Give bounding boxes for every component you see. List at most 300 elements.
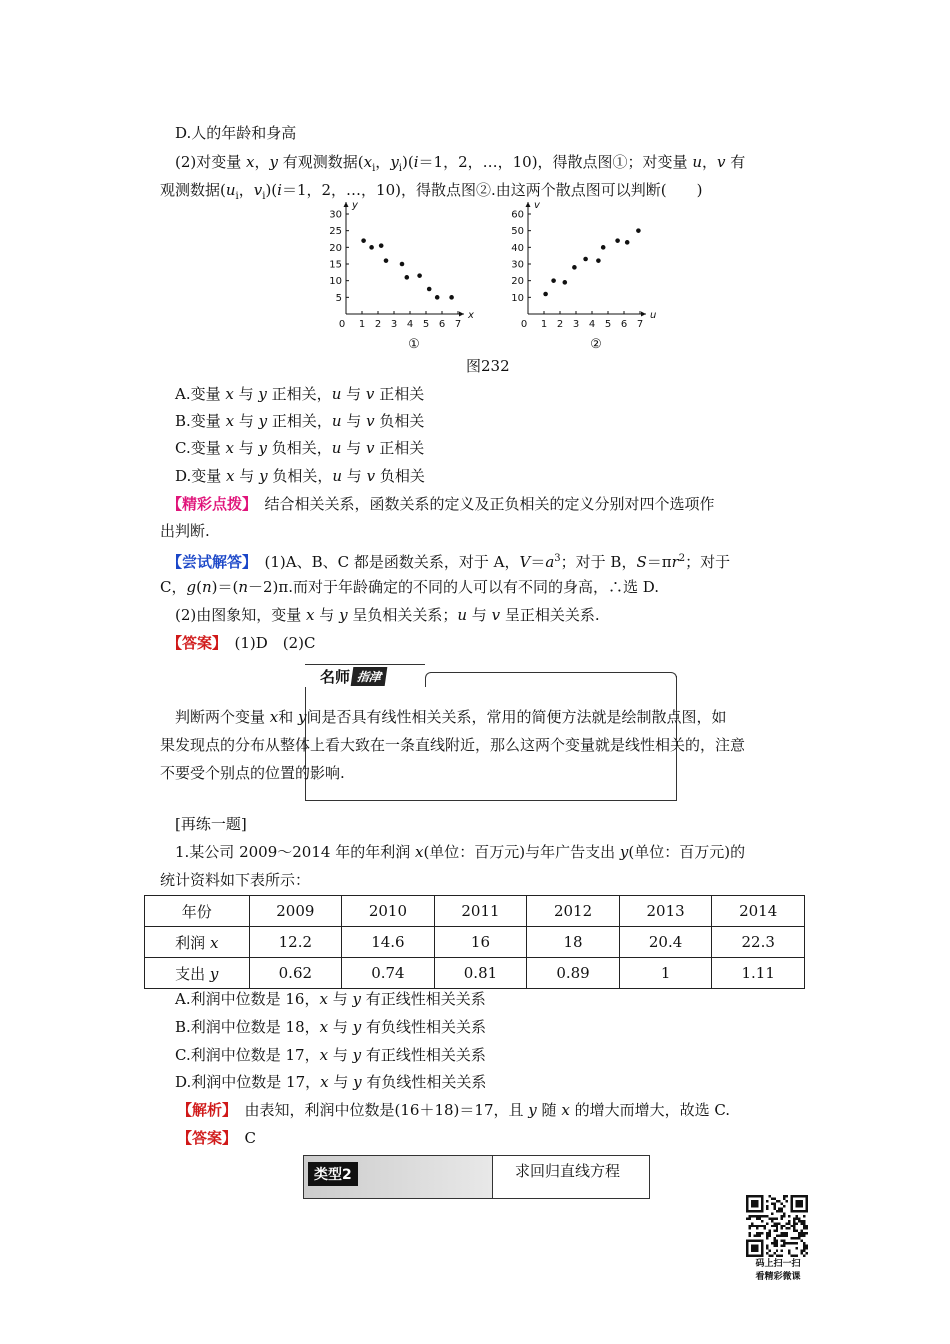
x-tick-label: 3 bbox=[390, 319, 398, 330]
qr-module bbox=[746, 1217, 748, 1219]
qr-module bbox=[763, 1225, 765, 1227]
x-tick-label: 2 bbox=[556, 319, 564, 330]
data-point bbox=[596, 258, 601, 263]
qr-module bbox=[798, 1232, 800, 1234]
qr-module bbox=[793, 1222, 795, 1224]
data-point bbox=[636, 228, 641, 233]
qr-module bbox=[803, 1227, 805, 1229]
practice-question-line-2: 统计资料如下表所示： bbox=[160, 871, 311, 889]
answer-2-line: 【答案】 C bbox=[177, 1129, 256, 1147]
question-2-line-2: 观测数据($u_i$，$v_i)(i=1$，2，…，10)，得散点图②.由这两个散点图可以判断( ) bbox=[160, 181, 703, 202]
qr-module bbox=[776, 1240, 778, 1242]
x-tick-label: 5 bbox=[422, 319, 430, 330]
qr-module bbox=[778, 1207, 780, 1209]
qr-module bbox=[786, 1232, 788, 1234]
qr-module bbox=[773, 1245, 775, 1247]
qr-module bbox=[768, 1235, 770, 1237]
option-b: B.变量 x 与 y 正相关，u 与 v 负相关 bbox=[175, 412, 425, 430]
qr-module bbox=[781, 1217, 783, 1219]
qr-module bbox=[758, 1225, 760, 1227]
qr-module bbox=[768, 1250, 770, 1252]
y-tick-label: 10 bbox=[511, 292, 524, 304]
qr-module bbox=[783, 1225, 785, 1227]
qr-module bbox=[778, 1222, 780, 1224]
qr-module bbox=[788, 1215, 790, 1217]
x-tick-label: 7 bbox=[636, 319, 644, 330]
qr-module bbox=[776, 1235, 778, 1237]
y-tick-label: 20 bbox=[511, 276, 524, 288]
qr-module bbox=[793, 1237, 795, 1239]
qr-module bbox=[778, 1255, 780, 1257]
qr-module bbox=[788, 1227, 790, 1229]
y-tick-label: 25 bbox=[329, 226, 342, 238]
qr-module bbox=[781, 1245, 783, 1247]
x-tick-label: 4 bbox=[588, 319, 596, 330]
y-axis-label: y bbox=[352, 200, 358, 211]
qr-module bbox=[803, 1245, 805, 1247]
qr-finder-inner bbox=[751, 1200, 758, 1207]
qr-module bbox=[766, 1215, 768, 1217]
qr-module bbox=[791, 1225, 793, 1227]
qr-module bbox=[771, 1202, 773, 1204]
qr-module bbox=[793, 1230, 795, 1232]
qr-module bbox=[796, 1237, 798, 1239]
qr-module bbox=[803, 1222, 805, 1224]
qr-module bbox=[771, 1217, 773, 1219]
qr-module bbox=[783, 1232, 785, 1234]
qr-module bbox=[751, 1225, 753, 1227]
try-label: 【尝试解答】 bbox=[167, 553, 250, 571]
qr-module bbox=[773, 1225, 775, 1227]
qr-module bbox=[773, 1237, 775, 1239]
tip-line-2: 果发现点的分布从整体上看大致在一条直线附近，那么这两个变量就是线性相关的，注意 bbox=[160, 736, 746, 754]
qr-module bbox=[761, 1220, 763, 1222]
qr-module bbox=[796, 1217, 798, 1219]
data-point bbox=[435, 295, 440, 300]
table-cell: 年份 bbox=[145, 896, 250, 927]
qr-module bbox=[801, 1230, 803, 1232]
practice-option-a: A.利润中位数是 16，x 与 y 有正线性相关关系 bbox=[175, 990, 486, 1008]
qr-module bbox=[781, 1240, 783, 1242]
qr-module bbox=[773, 1242, 775, 1244]
qr-module bbox=[806, 1232, 808, 1234]
qr-module bbox=[786, 1235, 788, 1237]
qr-module bbox=[781, 1250, 783, 1252]
practice-option-d: D.利润中位数是 17，x 与 y 有负线性相关关系 bbox=[175, 1073, 487, 1091]
qr-module bbox=[796, 1222, 798, 1224]
data-point bbox=[543, 292, 548, 297]
qr-module bbox=[798, 1217, 800, 1219]
qr-module bbox=[803, 1247, 805, 1249]
qr-module bbox=[783, 1242, 785, 1244]
qr-module bbox=[806, 1225, 808, 1227]
qr-module bbox=[748, 1235, 750, 1237]
qr-module bbox=[753, 1225, 755, 1227]
qr-module bbox=[796, 1247, 798, 1249]
qr-module bbox=[788, 1220, 790, 1222]
data-point bbox=[625, 240, 630, 245]
qr-module bbox=[793, 1255, 795, 1257]
y-tick-label: 30 bbox=[511, 259, 524, 271]
y-tick-label: 40 bbox=[511, 242, 524, 254]
qr-module bbox=[796, 1215, 798, 1217]
data-point bbox=[400, 262, 405, 267]
qr-module bbox=[756, 1217, 758, 1219]
qr-module bbox=[791, 1237, 793, 1239]
table-cell: 2013 bbox=[619, 896, 712, 927]
x-axis-arrow bbox=[641, 312, 646, 317]
qr-module bbox=[801, 1252, 803, 1254]
table-cell: 0.74 bbox=[342, 958, 435, 989]
qr-module bbox=[783, 1197, 785, 1199]
qr-module bbox=[776, 1225, 778, 1227]
table-row bbox=[145, 958, 805, 989]
answer-line: 【答案】 (1)D (2)C bbox=[167, 634, 316, 652]
hint-line-1: 【精彩点拨】 结合相关关系，函数关系的定义及正负相关的定义分别对四个选项作 bbox=[167, 495, 715, 513]
x-tick-label: 7 bbox=[454, 319, 462, 330]
x-tick-label: 5 bbox=[604, 319, 612, 330]
qr-module bbox=[803, 1235, 805, 1237]
data-point bbox=[551, 278, 556, 283]
qr-module bbox=[793, 1220, 795, 1222]
qr-module bbox=[756, 1232, 758, 1234]
x-axis-label: u bbox=[650, 310, 657, 321]
data-point bbox=[379, 243, 384, 248]
x-tick-label: 0 bbox=[338, 319, 346, 330]
qr-module bbox=[803, 1215, 805, 1217]
qr-module bbox=[788, 1250, 790, 1252]
qr-module bbox=[748, 1225, 750, 1227]
qr-module bbox=[756, 1227, 758, 1229]
qr-module bbox=[793, 1242, 795, 1244]
qr-module bbox=[793, 1217, 795, 1219]
question-2-line-1: (2)对变量 x，y 有观测数据($x_i$，$y_i)(i=1$，2，…，10)，得散点图①；对变量 u，v 有 bbox=[175, 153, 746, 174]
qr-module bbox=[803, 1232, 805, 1234]
qr-module bbox=[751, 1215, 753, 1217]
qr-module bbox=[806, 1247, 808, 1249]
try-line-3: (2)由图象知，变量 x 与 y 呈负相关关系；u 与 v 呈正相关关系. bbox=[175, 606, 600, 624]
table-row bbox=[145, 927, 805, 958]
table-cell: 0.62 bbox=[249, 958, 342, 989]
qr-module bbox=[758, 1232, 760, 1234]
qr-module bbox=[778, 1210, 780, 1212]
option-c: C.变量 x 与 y 负相关，u 与 v 正相关 bbox=[175, 439, 425, 457]
table-cell: 12.2 bbox=[249, 927, 342, 958]
y-tick-label: 10 bbox=[329, 276, 342, 288]
data-point bbox=[563, 280, 568, 285]
qr-module bbox=[776, 1255, 778, 1257]
qr-module bbox=[768, 1217, 770, 1219]
try-line-1: 【尝试解答】 (1)A、B、C 都是函数关系，对于 A，$V=a^3$；对于 B，$S=\pi r^2$；对于 bbox=[167, 553, 731, 571]
data-point bbox=[583, 257, 588, 262]
qr-module bbox=[788, 1242, 790, 1244]
qr-module bbox=[781, 1215, 783, 1217]
qr-module bbox=[783, 1195, 785, 1197]
table-row-label: 利润 x bbox=[145, 927, 250, 958]
answer-label: 【答案】 bbox=[167, 634, 220, 652]
qr-module bbox=[798, 1235, 800, 1237]
x-tick-label: 6 bbox=[438, 319, 446, 330]
data-point bbox=[361, 238, 366, 243]
qr-module bbox=[776, 1242, 778, 1244]
chart-caption: ① bbox=[408, 337, 420, 352]
qr-module bbox=[753, 1215, 755, 1217]
qr-module bbox=[791, 1255, 793, 1257]
table-cell: 2014 bbox=[712, 896, 805, 927]
qr-module bbox=[771, 1255, 773, 1257]
qr-module bbox=[776, 1217, 778, 1219]
answer-2-label: 【答案】 bbox=[177, 1129, 230, 1147]
qr-module bbox=[773, 1230, 775, 1232]
qr-module bbox=[776, 1245, 778, 1247]
qr-module bbox=[806, 1245, 808, 1247]
qr-module bbox=[801, 1220, 803, 1222]
qr-module bbox=[796, 1230, 798, 1232]
tip-top-line bbox=[425, 672, 677, 687]
qr-module bbox=[768, 1230, 770, 1232]
qr-module bbox=[773, 1202, 775, 1204]
qr-module bbox=[748, 1217, 750, 1219]
qr-module bbox=[758, 1215, 760, 1217]
qr-module bbox=[758, 1217, 760, 1219]
qr-module bbox=[766, 1252, 768, 1254]
figure-caption: 图232 bbox=[466, 357, 510, 375]
qr-module bbox=[798, 1237, 800, 1239]
y-tick-label: 5 bbox=[335, 292, 342, 304]
qr-module bbox=[793, 1225, 795, 1227]
qr-module bbox=[803, 1220, 805, 1222]
x-tick-label: 6 bbox=[620, 319, 628, 330]
qr-module bbox=[776, 1222, 778, 1224]
qr-module bbox=[766, 1235, 768, 1237]
qr-module bbox=[768, 1195, 770, 1197]
data-table bbox=[144, 895, 805, 989]
qr-module bbox=[758, 1235, 760, 1237]
qr-module bbox=[781, 1202, 783, 1204]
x-tick-label: 4 bbox=[406, 319, 414, 330]
hint-label: 【精彩点拨】 bbox=[167, 495, 250, 513]
practice-option-b: B.利润中位数是 18，x 与 y 有负线性相关关系 bbox=[175, 1018, 486, 1036]
qr-module bbox=[771, 1225, 773, 1227]
data-point bbox=[601, 245, 606, 250]
qr-module bbox=[781, 1232, 783, 1234]
qr-caption-line-1: 码上扫一扫 bbox=[755, 1259, 801, 1269]
qr-module bbox=[773, 1207, 775, 1209]
tip-badge: 指津 bbox=[351, 667, 388, 686]
table-header-row bbox=[145, 896, 805, 927]
qr-module bbox=[783, 1212, 785, 1214]
qr-module bbox=[773, 1222, 775, 1224]
qr-module bbox=[768, 1255, 770, 1257]
table-cell: 2010 bbox=[342, 896, 435, 927]
x-tick-label: 2 bbox=[374, 319, 382, 330]
qr-module bbox=[761, 1232, 763, 1234]
qr-module bbox=[778, 1200, 780, 1202]
qr-module bbox=[766, 1200, 768, 1202]
qr-module bbox=[783, 1205, 785, 1207]
qr-module bbox=[771, 1242, 773, 1244]
scatter-plot-2 bbox=[500, 200, 660, 354]
qr-module bbox=[786, 1222, 788, 1224]
qr-module bbox=[763, 1215, 765, 1217]
practice-question-line-1: 1.某公司 2009～2014 年的年利润 x(单位：百万元)与年广告支出 y(单位：百万元)的 bbox=[175, 843, 746, 861]
practice-label: [再练一题] bbox=[175, 815, 247, 833]
data-point bbox=[417, 273, 422, 278]
practice-option-c: C.利润中位数是 17，x 与 y 有正线性相关关系 bbox=[175, 1046, 486, 1064]
qr-module bbox=[748, 1227, 750, 1229]
try-line-2: C，g(n)＝(n－2)π.而对于年龄确定的不同的人可以有不同的身高，∴选 D. bbox=[160, 578, 660, 596]
qr-module bbox=[766, 1247, 768, 1249]
qr-module bbox=[803, 1255, 805, 1257]
table-cell: 2009 bbox=[249, 896, 342, 927]
qr-module bbox=[756, 1225, 758, 1227]
table-cell: 18 bbox=[527, 927, 620, 958]
qr-module bbox=[771, 1212, 773, 1214]
qr-module bbox=[801, 1250, 803, 1252]
qr-module bbox=[791, 1242, 793, 1244]
qr-module bbox=[781, 1210, 783, 1212]
qr-module bbox=[761, 1215, 763, 1217]
x-axis-label: x bbox=[468, 310, 474, 321]
y-tick-label: 20 bbox=[329, 242, 342, 254]
y-tick-label: 60 bbox=[511, 209, 524, 221]
x-tick-label: 3 bbox=[572, 319, 580, 330]
table-row-label: 支出 y bbox=[145, 958, 250, 989]
qr-module bbox=[798, 1220, 800, 1222]
solution-line: 【解析】 由表知，利润中位数是(16＋18)＝17，且 y 随 x 的增大而增大，故选 C. bbox=[177, 1101, 731, 1119]
qr-module bbox=[793, 1227, 795, 1229]
qr-module bbox=[801, 1232, 803, 1234]
qr-module bbox=[806, 1252, 808, 1254]
scatter-plot-1 bbox=[318, 200, 478, 354]
qr-module bbox=[803, 1225, 805, 1227]
y-tick-label: 15 bbox=[329, 259, 342, 271]
qr-module bbox=[781, 1255, 783, 1257]
x-tick-label: 0 bbox=[520, 319, 528, 330]
data-point bbox=[384, 258, 389, 263]
qr-module bbox=[773, 1205, 775, 1207]
type-tag: 类型2 bbox=[308, 1162, 358, 1186]
qr-module bbox=[801, 1240, 803, 1242]
qr-module bbox=[781, 1207, 783, 1209]
qr-module bbox=[773, 1252, 775, 1254]
qr-finder-inner bbox=[751, 1245, 758, 1252]
qr-module bbox=[778, 1235, 780, 1237]
type-title: 求回归直线方程 bbox=[515, 1162, 621, 1180]
qr-module bbox=[766, 1207, 768, 1209]
qr-module bbox=[783, 1240, 785, 1242]
qr-module bbox=[796, 1255, 798, 1257]
table-cell: 2011 bbox=[434, 896, 527, 927]
qr-module bbox=[751, 1222, 753, 1224]
y-tick-label: 30 bbox=[329, 209, 342, 221]
option-d-previous: D.人的年龄和身高 bbox=[175, 124, 297, 142]
qr-module bbox=[776, 1250, 778, 1252]
qr-module bbox=[771, 1220, 773, 1222]
qr-module bbox=[806, 1227, 808, 1229]
qr-module bbox=[776, 1227, 778, 1229]
data-point bbox=[449, 295, 454, 300]
qr-module bbox=[773, 1197, 775, 1199]
qr-module bbox=[763, 1227, 765, 1229]
qr-module bbox=[773, 1240, 775, 1242]
data-point bbox=[572, 265, 577, 270]
qr-module bbox=[783, 1235, 785, 1237]
qr-module bbox=[768, 1232, 770, 1234]
qr-module bbox=[786, 1200, 788, 1202]
qr-module bbox=[776, 1210, 778, 1212]
x-tick-label: 1 bbox=[540, 319, 548, 330]
qr-module bbox=[766, 1232, 768, 1234]
qr-module bbox=[773, 1217, 775, 1219]
qr-module bbox=[748, 1232, 750, 1234]
data-point bbox=[405, 275, 410, 280]
qr-module bbox=[786, 1195, 788, 1197]
qr-module bbox=[801, 1222, 803, 1224]
y-tick-label: 50 bbox=[511, 226, 524, 238]
qr-module bbox=[766, 1205, 768, 1207]
qr-module bbox=[786, 1242, 788, 1244]
qr-module bbox=[766, 1237, 768, 1239]
table-cell: 1.11 bbox=[712, 958, 805, 989]
data-point bbox=[615, 238, 620, 243]
qr-module bbox=[766, 1222, 768, 1224]
qr-module bbox=[803, 1242, 805, 1244]
tip-title: 名师 指津 bbox=[320, 664, 386, 688]
qr-module bbox=[756, 1235, 758, 1237]
tip-line-1: 判断两个变量 x和 y间是否具有线性相关关系，常用的简便方法就是绘制散点图，如 bbox=[175, 708, 727, 726]
qr-caption-line-2: 看精彩微课 bbox=[755, 1272, 801, 1282]
qr-module bbox=[788, 1222, 790, 1224]
qr-module bbox=[781, 1235, 783, 1237]
qr-module bbox=[783, 1245, 785, 1247]
qr-module bbox=[748, 1215, 750, 1217]
tip-line-3: 不要受个别点的位置的影响. bbox=[160, 764, 345, 782]
qr-module bbox=[761, 1225, 763, 1227]
qr-module bbox=[783, 1215, 785, 1217]
qr-finder-inner bbox=[796, 1200, 803, 1207]
x-tick-label: 1 bbox=[358, 319, 366, 330]
table-cell: 22.3 bbox=[712, 927, 805, 958]
qr-module bbox=[753, 1235, 755, 1237]
table-cell: 14.6 bbox=[342, 927, 435, 958]
chart-caption: ② bbox=[590, 337, 602, 352]
table-cell: 0.81 bbox=[434, 958, 527, 989]
qr-module bbox=[776, 1200, 778, 1202]
table-cell: 16 bbox=[434, 927, 527, 958]
data-point bbox=[369, 245, 374, 250]
table-cell: 20.4 bbox=[619, 927, 712, 958]
table-cell: 1 bbox=[619, 958, 712, 989]
type-2-header bbox=[303, 1155, 650, 1199]
qr-module bbox=[781, 1225, 783, 1227]
option-a: A.变量 x 与 y 正相关，u 与 v 正相关 bbox=[175, 385, 425, 403]
qr-module bbox=[776, 1230, 778, 1232]
option-d: D.变量 x 与 y 负相关，u 与 v 负相关 bbox=[175, 467, 425, 485]
qr-module bbox=[803, 1250, 805, 1252]
qr-code-icon[interactable] bbox=[746, 1195, 808, 1257]
data-point bbox=[427, 287, 432, 292]
qr-module bbox=[781, 1227, 783, 1229]
type-tag-area bbox=[304, 1156, 493, 1198]
qr-module bbox=[766, 1245, 768, 1247]
solution-label: 【解析】 bbox=[177, 1101, 230, 1119]
hint-line-2: 出判断. bbox=[160, 522, 210, 540]
qr-module bbox=[786, 1227, 788, 1229]
qr-module bbox=[756, 1215, 758, 1217]
qr-module bbox=[801, 1235, 803, 1237]
qr-module bbox=[788, 1252, 790, 1254]
